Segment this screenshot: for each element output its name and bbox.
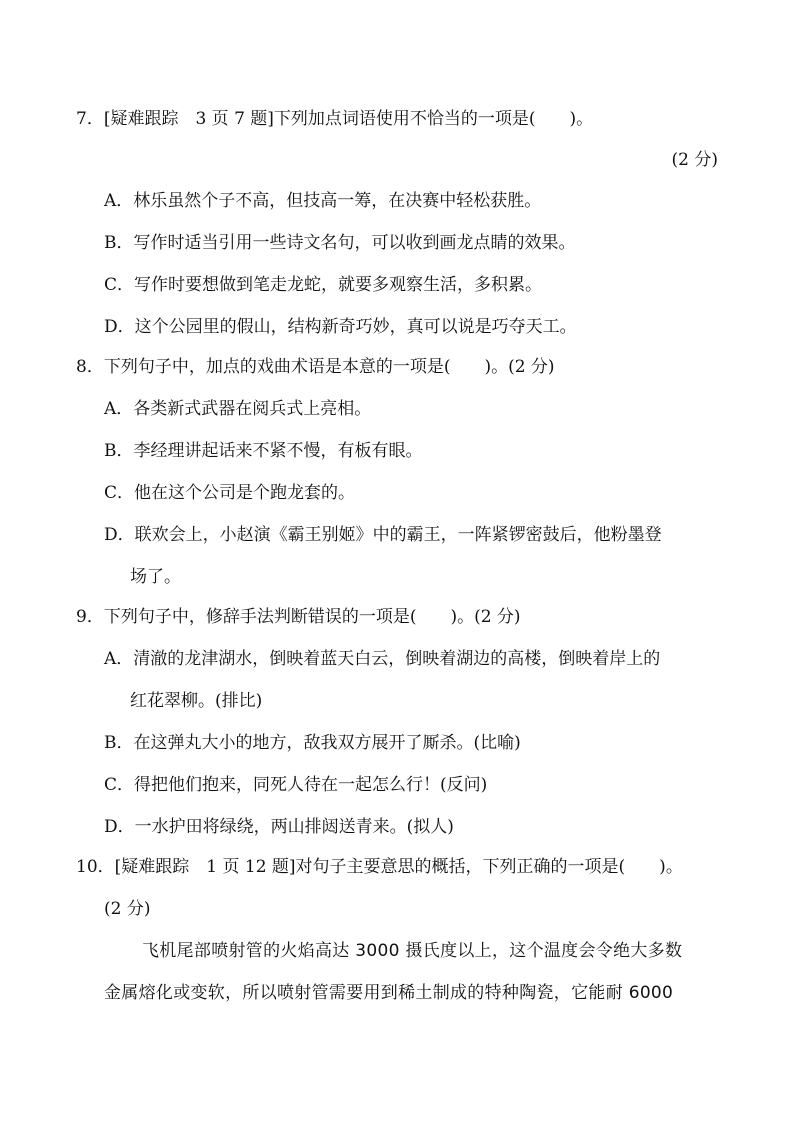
question-10-points: (2 分) (104, 899, 151, 919)
question-8-option-c: C．他在这个公司是个跑龙套的。 (104, 483, 356, 503)
question-7-option-d: D．这个公园里的假山，结构新奇巧妙，真可以说是巧夺天工。 (104, 317, 577, 337)
question-7-option-a: A．林乐虽然个子不高，但技高一筹，在决赛中轻松获胜。 (104, 191, 542, 211)
question-7-stem: 7．[疑难跟踪 3 页 7 题]下列加点词语使用不恰当的一项是( )。 (76, 109, 594, 129)
question-8-option-d: D．联欢会上，小赵演《霸王别姬》中的霸王，一阵紧锣密鼓后，他粉墨登 (104, 525, 662, 545)
question-9-option-d: D．一水护田将绿绕，两山排闼送青来。(拟人) (104, 817, 454, 837)
question-9-option-b: B．在这弹丸大小的地方，敌我双方展开了厮杀。(比喻) (104, 733, 521, 753)
question-7-points: (2 分) (671, 150, 718, 170)
question-8-stem: 8．下列句子中，加点的戏曲术语是本意的一项是( )。(2 分) (76, 357, 555, 377)
question-10-passage-line-2: 金属熔化或变软，所以喷射管需要用到稀土制成的特种陶瓷，它能耐 6000 (104, 983, 674, 1003)
question-9-option-a: A．清澈的龙津湖水，倒映着蓝天白云，倒映着湖边的高楼，倒映着岸上的 (104, 649, 661, 669)
question-9-stem: 9．下列句子中，修辞手法判断错误的一项是( )。(2 分) (76, 607, 521, 627)
question-9-option-c: C．得把他们抱来，同死人待在一起怎么行！(反问) (104, 775, 488, 795)
question-9-option-a-continuation: 红花翠柳。(排比) (130, 691, 263, 711)
question-8-option-a: A．各类新式武器在阅兵式上亮相。 (104, 399, 372, 419)
question-7-option-c: C．写作时要想做到笔走龙蛇，就要多观察生活，多积累。 (104, 275, 543, 295)
question-10-passage-line-1: 飞机尾部喷射管的火焰高达 3000 摄氏度以上，这个温度会令绝大多数 (142, 941, 683, 961)
question-8-option-b: B．李经理讲起话来不紧不慢，有板有眼。 (104, 441, 423, 461)
question-7-option-b: B．写作时适当引用一些诗文名句，可以收到画龙点睛的效果。 (104, 233, 576, 253)
question-10-stem: 10．[疑难跟踪 1 页 12 题]对句子主要意思的概括，下列正确的一项是( )。 (76, 857, 683, 877)
question-8-option-d-continuation: 场了。 (130, 567, 181, 587)
